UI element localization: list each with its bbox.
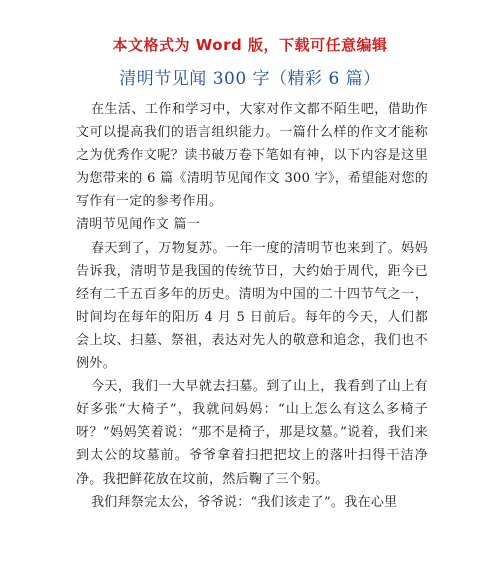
document-body	[76, 98, 428, 514]
body-paragraph-3: 我们拜祭完太公，爷爷说：“我们该走了”。我在心里	[90, 494, 398, 510]
body-paragraph-2: 今天，我们一大早就去扫墓。到了山上，我看到了山上有好多张“大椅子”，我就问妈妈：“山上怎么有这么多椅子呀？”妈妈笑着说：“那不是椅子，那是坟墓。”说着，我们来到太公的坟墓前。爷爷拿着扫把把坟上的落叶扫得干洁净净。我把鲜花放在坟前，然后鞠了三个躬。	[76, 379, 428, 487]
body-paragraph-1: 春天到了，万物复苏。一年一度的清明节也来到了。妈妈告诉我，清明节是我国的传统节日，大约始于周代，距今已经有二千五百多年的历史。清明为中国的二十四节气之一，时间均在每年的阳历 4 月 5 日前后。每年的今天，人们都会上坟、扫墓、祭祖，表达对先人的敬意和追念，我们也不例外。	[76, 240, 428, 372]
format-banner: 本文格式为 Word 版，下载可任意编辑	[112, 36, 388, 54]
intro-paragraph: 在生活、工作和学习中，大家对作文都不陌生吧，借助作文可以提高我们的语言组织能力。一篇什么样的作文才能称之为优秀作文呢？读书破万卷下笔如有神，以下内容是这里为您带来的 6 篇《清明节见闻作文 300 字》，希望能对您的写作有一定的参考作用。	[76, 102, 428, 210]
document-title: 清明节见闻 300 字（精彩 6 篇）	[119, 69, 381, 89]
section-heading: 清明节见闻作文 篇一	[76, 217, 201, 233]
